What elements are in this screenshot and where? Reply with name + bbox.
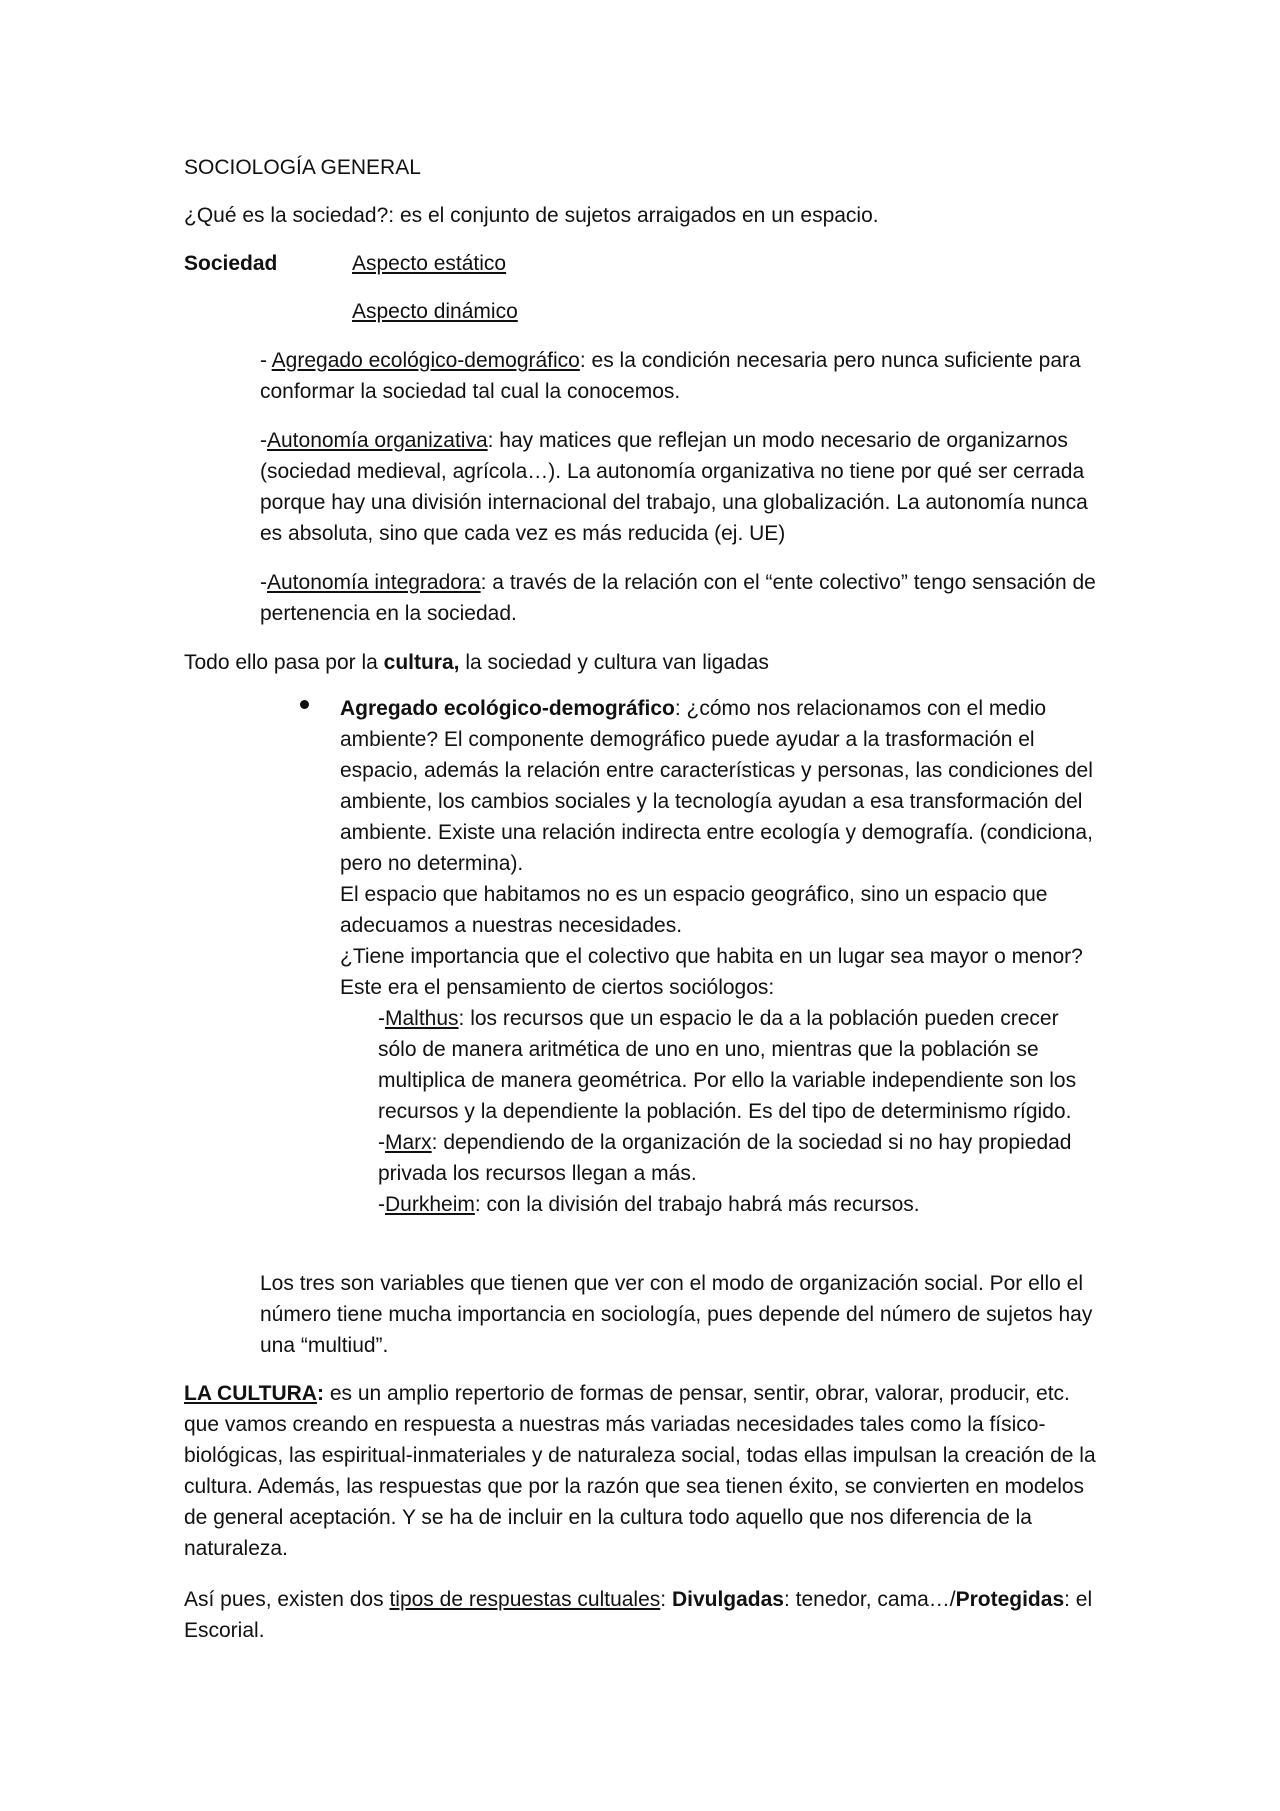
last-d: : el Escorial. [184,1588,1093,1642]
bullet-item [340,693,1102,1003]
sociedad-label [184,248,277,279]
last-b: : [660,1588,672,1611]
sociedad-label-text: Sociedad [184,252,278,275]
paragraph-la-cultura [184,1378,1102,1564]
durkheim-rest: : con la división del trabajo habrá más recursos. [474,1193,920,1216]
malthus-term: Malthus [385,1007,459,1030]
p3-prefix: - [260,571,267,594]
bullet-paragraph-3: ¿Tiene importancia que el colectivo que habita en un lugar sea mayor o menor? Este era el pensamiento de ciertos sociólogos: [340,945,1083,999]
aspecto-dinamico-text: Aspecto dinámico [352,300,518,323]
paragraph-tres-variables: Los tres son variables que tienen que ver con el modo de organización social. Por ello el número tiene mucha importancia en sociología, pues depende del número de sujetos hay una “multiud”. [260,1272,1093,1357]
paragraph-autonomia-integradora [260,567,1102,629]
last-a: Así pues, existen dos [184,1588,390,1611]
bullet-text1: : ¿cómo nos relacionamos con el medio ambiente? El componente demográfico puede ayudar a la trasformación el espacio, además la relación entre características y personas, las condiciones del ambiente, los cambios sociales y la tecnología ayudan a esa transformación del ambiente. Existe una relación indirecta entre ecología y demografía. (condiciona, pero no determina). [340,697,1093,875]
p1-prefix: - [260,349,272,372]
p3-term: Autonomía integradora [267,571,481,594]
question-paragraph: ¿Qué es la sociedad?: es el conjunto de sujetos arraigados en un espacio. [184,204,879,227]
last-term: tipos de respuestas cultuales [389,1588,661,1611]
document-title: SOCIOLOGÍA GENERAL [184,156,421,179]
aspecto-estatico-text: Aspecto estático [352,252,507,275]
cultura-heading: LA CULTURA [184,1382,317,1405]
paragraph-tipos-respuestas [184,1584,1102,1646]
last-c: : tenedor, cama…/ [784,1588,956,1611]
bullet-term: Agregado ecológico-demográfico [340,697,675,720]
malthus-rest: : los recursos que un espacio le da a la población pueden crecer sólo de manera aritmética de uno en uno, mientras que la población se multiplica de manera geométrica. Por ello la variable independiente son los recursos y la dependiente la población. Es del tipo de determinismo rígido. [378,1007,1077,1123]
durkheim-prefix: - [378,1193,385,1216]
marx-rest: : dependiendo de la organización de la sociedad si no hay propiedad privada los recursos llegan a más. [378,1131,1072,1185]
p2-prefix: - [260,429,267,452]
malthus-prefix: - [378,1007,385,1030]
marx-term: Marx [385,1131,432,1154]
aspecto-estatico [352,248,506,279]
last-protegidas: Protegidas [955,1588,1065,1611]
durkheim-term: Durkheim [385,1193,475,1216]
bullet-paragraph-1 [340,693,1102,879]
malthus-item [378,1003,1078,1127]
p1-term: Agregado ecológico-demográfico [271,349,580,372]
p2-term: Autonomía organizativa [267,429,488,452]
p4-a: Todo ello pasa por la [184,651,384,674]
paragraph-agregado [260,345,1102,407]
durkheim-item [378,1189,1078,1220]
p4-b: la sociedad y cultura van ligadas [459,651,769,674]
p2-rest: : hay matices que reflejan un modo necesario de organizarnos (sociedad medieval, agrícola…). La autonomía organizativa no tiene por qué ser cerrada porque hay una división internacional del trabajo, una globalización. La autonomía nunca es absoluta, sino que cada vez es más reducida (ej. UE) [260,429,1088,545]
last-divulgadas: Divulgadas [671,1588,784,1611]
p1-rest: : es la condición necesaria pero nunca suficiente para conformar la sociedad tal cual la conocemos. [260,349,1081,403]
marx-item [378,1127,1078,1189]
bullet-dot-icon [300,700,309,709]
cultura-text: es un amplio repertorio de formas de pensar, sentir, obrar, valorar, producir, etc. que vamos creando en respuesta a nuestras más variadas necesidades tales como la físico-biológicas, las espiritual-inmateriales y de naturaleza social, todas ellas impulsan la creación de la cultura. Además, las respuestas que por la razón que sea tienen éxito, se convierten en modelos de general aceptación. Y se ha de incluir en la cultura todo aquello que nos diferencia de la naturaleza. [184,1382,1096,1560]
sociologists-list [378,1003,1078,1220]
p3-rest: : a través de la relación con el “ente colectivo” tengo sensación de pertenencia en la sociedad. [260,571,1096,625]
bullet-paragraph-2: El espacio que habitamos no es un espacio geográfico, sino un espacio que adecuamos a nuestras necesidades. [340,883,1048,937]
aspecto-dinamico [352,296,518,327]
p4-bold: cultura, [383,651,460,674]
paragraph-autonomia-organizativa [260,425,1102,549]
cultura-colon: : [316,1382,324,1405]
marx-prefix: - [378,1131,385,1154]
paragraph-cultura-intro [184,647,1102,678]
